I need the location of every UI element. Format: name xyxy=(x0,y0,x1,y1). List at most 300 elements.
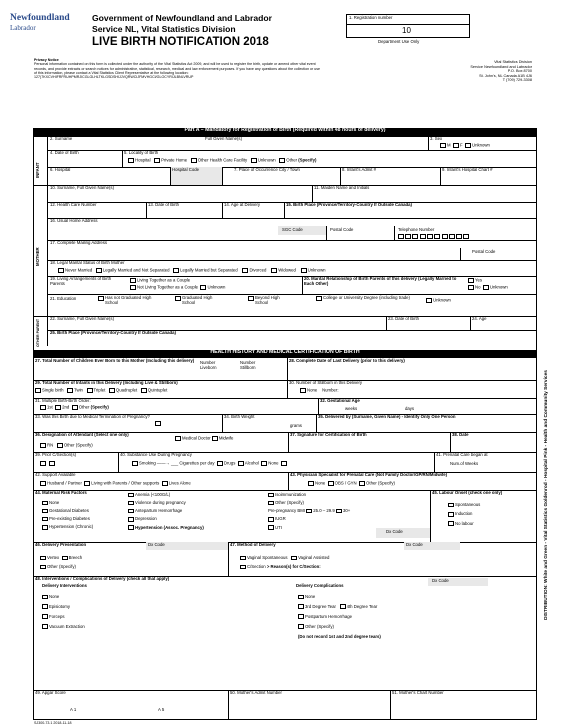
ed-unk-opt xyxy=(426,298,451,303)
vag-spont-checkbox[interactable] xyxy=(240,556,246,561)
delivery-complications-heading: Delivery Complications xyxy=(296,583,344,588)
infants-delivery-options xyxy=(35,388,167,393)
num-weeks-label: Num.of Weeks xyxy=(450,461,479,466)
sex-f-checkbox[interactable] xyxy=(453,143,459,148)
attendant-rn-opt xyxy=(40,443,93,448)
mr-no-checkbox[interactable] xyxy=(468,285,474,290)
mother-dob-label: 13. Date of Birth xyxy=(148,202,180,207)
smoking-checkbox[interactable] xyxy=(132,461,138,466)
rule xyxy=(33,136,537,137)
weeks-label: weeks xyxy=(345,406,358,411)
postpartum-checkbox[interactable] xyxy=(298,614,304,619)
twin-checkbox[interactable] xyxy=(67,388,73,393)
sub-unk-checkbox[interactable] xyxy=(281,461,287,466)
rule xyxy=(460,248,461,260)
f27-number1: Number xyxy=(200,360,216,365)
ms-wid-checkbox[interactable] xyxy=(271,268,277,273)
health-history-bar: HEALTH HISTORY AND MEDICAL CERTIFICATION OF BIRTH xyxy=(33,350,537,358)
antepartum-checkbox[interactable] xyxy=(128,509,134,514)
form-code: SJ300-73.1 2018-11-18 xyxy=(34,721,72,725)
risk-none-checkbox[interactable] xyxy=(42,501,48,506)
place-occurrence-label: 7. Place of Occurrence City / Town xyxy=(234,167,300,172)
anemia-checkbox[interactable] xyxy=(128,493,134,498)
rn-checkbox[interactable] xyxy=(40,443,46,448)
f27-number-stillborn xyxy=(240,361,256,371)
risk-other-checkbox[interactable] xyxy=(268,501,274,506)
loc-other-checkbox[interactable] xyxy=(279,158,285,163)
rule xyxy=(287,380,288,398)
postal-code-label: Postal Code xyxy=(330,227,354,232)
iugr-checkbox[interactable] xyxy=(268,517,274,522)
ms-div-label: Divorced xyxy=(249,267,267,273)
drugs-label: Drugs xyxy=(223,460,236,466)
mr-yes-opt xyxy=(468,278,482,283)
sex-unknown-checkbox[interactable] xyxy=(465,143,471,148)
physician-label: 43. Physician Specialist for Prenatal Care (Not Family Doctor/GP/RN/Midwife) xyxy=(290,472,448,477)
alcohol-checkbox[interactable] xyxy=(238,461,244,466)
sex-m-checkbox[interactable] xyxy=(440,143,446,148)
ed-beyond-opt xyxy=(248,296,289,306)
isoimm-checkbox[interactable] xyxy=(268,493,274,498)
delivery-interventions-heading: Delivery Interventions xyxy=(42,583,87,588)
rule xyxy=(312,185,313,202)
dx-code-46: Dx Code xyxy=(148,542,165,547)
locality-label: 5. Locality of Birth xyxy=(124,150,159,155)
physician-options xyxy=(308,481,395,486)
presentation-label: 46. Delivery Presentation xyxy=(35,542,87,547)
quint-label: Quintuplet xyxy=(147,387,168,393)
rule xyxy=(288,472,289,490)
birth-weight-label: 34. Birth Weight xyxy=(224,414,255,419)
la-unk-checkbox[interactable] xyxy=(200,285,206,290)
spontaneous-checkbox[interactable] xyxy=(448,503,454,508)
la-couple-label: Living Together as a Couple xyxy=(137,277,191,283)
tear4-checkbox[interactable] xyxy=(340,604,346,609)
obs-checkbox[interactable] xyxy=(328,481,334,486)
risk-col3 xyxy=(268,491,350,532)
depression-checkbox[interactable] xyxy=(128,517,134,522)
single-checkbox[interactable] xyxy=(35,388,41,393)
ed-hs-not-label: Has not Graduated High School xyxy=(105,295,152,305)
rule xyxy=(340,167,341,185)
rule xyxy=(386,316,387,330)
ed-hs-checkbox[interactable] xyxy=(175,296,181,301)
comp-none-label: None xyxy=(305,594,316,599)
other-parent-age-label: 24. Age xyxy=(472,316,487,321)
quad-label: Quadruplet xyxy=(115,387,138,393)
uti-checkbox[interactable] xyxy=(268,525,274,530)
att-other-label: Other xyxy=(63,442,75,448)
rule xyxy=(118,452,119,472)
logo-line1: Newfoundland xyxy=(10,13,70,23)
midwife-checkbox[interactable] xyxy=(212,436,218,441)
loc-hcf-label: Other Health Care Facility xyxy=(197,157,248,163)
prior-csection-label: 39. Prior C/Section(s) xyxy=(35,452,77,457)
gest-diab-checkbox[interactable] xyxy=(42,509,48,514)
vacuum-checkbox[interactable] xyxy=(42,624,48,629)
att-other-checkbox[interactable] xyxy=(57,443,63,448)
breech-label: Breech xyxy=(68,555,83,560)
form-frame xyxy=(33,128,537,720)
rule xyxy=(394,226,395,240)
f27-number2: Number xyxy=(240,360,256,365)
ed-beyond-label: Beyond High School xyxy=(255,295,280,305)
home-address-label: 16. Usual Home Address xyxy=(50,218,98,223)
csection-label: C/Section xyxy=(247,564,266,570)
birth-order-label: 31. Multiple Birth-Birth Order: xyxy=(35,398,91,403)
sex-f-label: F xyxy=(459,142,463,148)
risk-other-label: Other xyxy=(275,500,286,506)
la-unk-label: Unknown xyxy=(207,284,226,290)
breech-checkbox[interactable] xyxy=(62,556,68,561)
term-yes-checkbox[interactable] xyxy=(155,421,161,426)
birth-order-options xyxy=(40,405,109,410)
complications-options xyxy=(298,592,381,641)
twin-label: Twin xyxy=(74,387,83,393)
f27-liveborn: Liveborn xyxy=(200,364,217,370)
prenatal-care-label: 41. Prenatal Care began at xyxy=(436,452,488,457)
pre-diab-checkbox[interactable] xyxy=(42,517,48,522)
children-ever-born-label: 27. Total Number of Children Ever Born to this Mother (Including this delivery) xyxy=(35,358,195,363)
vsd-line3: P.O. Box 8700 xyxy=(507,69,532,74)
triplet-label: Triplet xyxy=(93,387,106,393)
rule xyxy=(318,398,319,414)
midwife-label: Midwife xyxy=(218,435,234,441)
mailing-postal-label: Postal Code xyxy=(472,249,496,254)
pres-other-label: Other xyxy=(47,564,58,570)
gest-diab-label: Gestational Diabetes xyxy=(49,508,89,514)
rule xyxy=(228,690,229,720)
gov-line2: Service NL, Vital Statistics Division xyxy=(92,24,236,34)
induction-checkbox[interactable] xyxy=(448,512,454,517)
privacy-heading: Privacy Notice xyxy=(34,58,59,62)
dx-code-47: Dx Code xyxy=(406,542,423,547)
gestational-age-label: 32. Gestational Age xyxy=(320,398,360,403)
stillborn-none-label: None xyxy=(307,387,318,393)
phys-none-label: None xyxy=(315,480,326,486)
ord-other-checkbox[interactable] xyxy=(72,405,78,410)
rule xyxy=(326,226,327,240)
bmi2-label: 30+ xyxy=(342,508,351,514)
ed-hs-opt xyxy=(175,296,222,306)
ms-legal-checkbox[interactable] xyxy=(96,268,102,273)
ms-legal-sep-label: Legally Married but Separated xyxy=(180,267,238,273)
rule xyxy=(288,432,289,452)
registration-label: 1. Registration number xyxy=(349,15,393,20)
rule xyxy=(222,414,223,432)
postpartum-label: Postpartum Hemorrhage xyxy=(305,613,353,619)
la-couple-checkbox[interactable] xyxy=(130,278,136,283)
termination-label: 33. Was this Birth due to Medical Termination of Pregnancy? xyxy=(35,414,150,419)
sex-m-label: M xyxy=(447,142,451,148)
csection-checkbox[interactable] xyxy=(240,565,246,570)
cig-label: Cigarettes per day xyxy=(179,460,215,466)
sex-u-label: Unknown xyxy=(472,142,490,148)
loc-other-label: Other xyxy=(286,157,298,163)
ed-college-opt xyxy=(316,296,413,301)
surname-label: 2. Surname xyxy=(50,136,73,141)
rule xyxy=(146,202,147,218)
induction-label: Induction xyxy=(455,511,473,517)
grams-label: grams xyxy=(290,423,302,428)
other-parent-birthplace-label: 25. Birth Place (Province/Territory-Country If Outside Canada) xyxy=(50,330,176,335)
la-not-checkbox[interactable] xyxy=(130,285,136,290)
ms-never-checkbox[interactable] xyxy=(58,268,64,273)
infant-chart-label: 9. Infant's Hospital Chart # xyxy=(442,167,493,172)
maiden-name-label: 11. Maiden Name and Initials xyxy=(314,185,370,190)
reason-label: > Reason(s) for C/Section: xyxy=(266,564,321,570)
days-label: days xyxy=(405,406,415,411)
triplet-checkbox[interactable] xyxy=(87,388,93,393)
mother-birthplace-label: 15. Birth Place (Province/Territory-Country If Outside Canada) xyxy=(286,202,412,207)
privacy-url: 127(7KXCVHIFRFRUHPMRJICGLGLHLTKLGSDSHIJJVQRWCIJFMVHGCI/GLOCYRIJLBNLVRUP xyxy=(34,75,194,80)
bmi1-label: 25.0 – 29.9 xyxy=(313,508,335,514)
ed-hs-not-opt xyxy=(98,296,161,306)
ord-other-label: Other xyxy=(78,404,90,410)
vag-assist-checkbox[interactable] xyxy=(291,556,297,561)
mother-name-label: 10. Surname, Full Given Name(s) xyxy=(50,185,114,190)
ms-legal-sep-checkbox[interactable] xyxy=(173,268,179,273)
phys-none-checkbox[interactable] xyxy=(308,481,314,486)
vsd-line5: T (709) 729-3308 xyxy=(502,78,532,83)
infant-mother-divider xyxy=(47,136,48,336)
given-names-label: Full Given Name(s) xyxy=(205,136,243,141)
mr-no-label: No xyxy=(475,284,481,290)
hospital-code-label: Hospital Code xyxy=(172,167,199,172)
ed-hs-not-checkbox[interactable] xyxy=(98,296,104,301)
rule xyxy=(33,542,537,543)
hypertension-checkbox[interactable] xyxy=(42,525,48,530)
ed-unk-checkbox[interactable] xyxy=(426,298,432,303)
vertex-label: Vertex xyxy=(47,555,60,560)
rule xyxy=(33,472,537,473)
md-label: Medical Doctor xyxy=(182,435,211,441)
other-parent-dob-label: 23. Date of Birth xyxy=(388,316,420,321)
labour-onset-label: 45. Labour Onset (check one only) xyxy=(432,490,503,495)
loc-unknown-checkbox[interactable] xyxy=(251,158,257,163)
loc-unk-label: Unknown xyxy=(257,157,276,163)
alcohol-label: Alcohol xyxy=(244,460,259,466)
mother-chart-label: 51. Mother's Chart Number xyxy=(392,690,444,695)
sex-label: 3. Sex xyxy=(430,136,443,141)
stillborn-none-checkbox[interactable] xyxy=(300,388,306,393)
comp-other-checkbox[interactable] xyxy=(298,624,304,629)
mr-yes-label: Yes xyxy=(475,277,483,283)
loc-home-label: Private Home xyxy=(161,157,188,163)
rule xyxy=(122,150,123,167)
husband-label: Husband / Partner xyxy=(47,480,82,486)
mr-unk-checkbox[interactable] xyxy=(483,285,489,290)
risk-none-label: None xyxy=(49,500,60,505)
ms-unk-label: Unknown xyxy=(307,267,326,273)
ord2-checkbox[interactable] xyxy=(55,405,61,410)
date-label: 38. Date xyxy=(452,432,469,437)
isoimm-label: Isoimmunization xyxy=(275,492,307,497)
ms-wid-label: Widowed xyxy=(278,267,296,273)
privacy-notice xyxy=(34,58,324,80)
ms-unk-checkbox[interactable] xyxy=(301,268,307,273)
living-parents-checkbox[interactable] xyxy=(84,481,90,486)
rule xyxy=(284,202,285,218)
interventions-label: 48. Interventions / Complications of Delivery (check all that apply) xyxy=(35,576,170,581)
sgc-code-label: SGC Code xyxy=(282,227,303,232)
iugr-label: IUGR xyxy=(275,516,286,522)
risk-factors-label: 44. Maternal Risk Factors xyxy=(35,490,87,495)
form-title: LIVE BIRTH NOTIFICATION 2018 xyxy=(92,36,269,48)
vertex-checkbox[interactable] xyxy=(40,556,46,561)
vsd-line1: Vital Statistics Division xyxy=(494,60,532,64)
rule xyxy=(440,167,441,185)
other-parent-label: OTHER PARENT xyxy=(36,318,40,347)
department-use-only: Department Use Only xyxy=(378,39,420,44)
ed-college-checkbox[interactable] xyxy=(316,296,322,301)
lives-alone-checkbox[interactable] xyxy=(162,481,168,486)
ed-unk-label: Unknown xyxy=(433,297,451,303)
bmi2-checkbox[interactable] xyxy=(336,509,342,514)
mr-yes-checkbox[interactable] xyxy=(468,278,474,283)
pcs-no-checkbox[interactable] xyxy=(49,461,55,466)
la-couple-opt xyxy=(130,278,190,283)
sex-options xyxy=(440,143,490,148)
episiotomy-checkbox[interactable] xyxy=(42,604,48,609)
quint-checkbox[interactable] xyxy=(141,388,147,393)
attendant-md-opt xyxy=(175,436,233,441)
method-options xyxy=(240,553,329,571)
anemia-label: Anemia (<100G/L) xyxy=(135,492,171,497)
int-none-checkbox[interactable] xyxy=(42,595,48,600)
smoking-label: Smoking xyxy=(139,460,156,466)
forceps-checkbox[interactable] xyxy=(42,614,48,619)
prior-csection-options xyxy=(40,461,56,466)
signature-label: 37. Signature for Certification of Birth xyxy=(290,432,367,437)
loc-home-checkbox[interactable] xyxy=(154,158,160,163)
tear3-label: 3rd Degree Tear xyxy=(305,603,336,609)
husband-checkbox[interactable] xyxy=(40,481,46,486)
other-parent-name-label: 22. Surname, Full Given Name(s) xyxy=(50,316,114,321)
part-a-bar: Part A – Mandatory for Registration of Birth (Required within 48 hours of delivery) xyxy=(33,128,537,136)
ms-div-checkbox[interactable] xyxy=(242,268,248,273)
hospital-label: 6. Hospital xyxy=(50,167,71,172)
hyper-assoc-checkbox[interactable] xyxy=(128,525,134,530)
infant-label: INFANT xyxy=(35,162,40,178)
bmi-label: Pre-pregnancy BMI xyxy=(268,508,306,514)
dx-code-44: Dx Code xyxy=(386,529,403,534)
rule xyxy=(47,150,537,151)
violence-checkbox[interactable] xyxy=(128,501,134,506)
termination-options xyxy=(155,421,162,426)
md-checkbox[interactable] xyxy=(175,436,181,441)
other-parent-divider xyxy=(47,316,48,346)
pres-other-checkbox[interactable] xyxy=(40,565,46,570)
age-delivery-label: 14. Age at Delivery xyxy=(224,202,261,207)
antepartum-label: Antepartum Hemorrhage xyxy=(135,508,183,514)
substance-options: Smoking ——→ ___ Cigarettes per day Drugs Alcohol None xyxy=(132,461,288,466)
education-label: 21. Education xyxy=(50,296,77,301)
vag-assist-label: Vaginal Assisted xyxy=(298,555,330,560)
telephone-boxes[interactable] xyxy=(398,234,470,239)
vsd-line4: St. John's, NL Canada A1B 4J6 xyxy=(479,73,532,78)
drugs-checkbox[interactable] xyxy=(217,461,223,466)
ed-beyond-checkbox[interactable] xyxy=(248,296,254,301)
rule xyxy=(222,167,223,185)
hypertension-label: Hypertension (Chronic) xyxy=(49,524,94,530)
ed-college-label: College or University Degree (including trade) xyxy=(323,295,410,300)
phys-other-label: Other xyxy=(366,480,377,486)
phys-other-checkbox[interactable] xyxy=(359,481,365,486)
quad-checkbox[interactable] xyxy=(109,388,115,393)
labour-options xyxy=(448,500,480,528)
lives-alone-label: Lives Alone xyxy=(168,480,191,486)
stillborn-label: 30. Number of Stillborn in this Delivery xyxy=(289,380,363,385)
health-care-number-label: 12. Health Care Number xyxy=(50,202,97,207)
dx-code-48: Dx Code xyxy=(432,578,449,583)
loc-hospital-checkbox[interactable] xyxy=(128,158,134,163)
f27-stillborn: Stillborn xyxy=(240,364,256,370)
distribution-sidebar: DISTRIBUTION: White and Green - Vital Statistics Goldenrod - Hospital Pink - Health and Community Services xyxy=(544,370,549,620)
marital-status-label: 18. Legal Marital Status of Birth Mother xyxy=(50,260,125,265)
phys-specify: (Specify) xyxy=(377,480,395,486)
rule xyxy=(430,490,431,542)
sub-none-checkbox[interactable] xyxy=(261,461,267,466)
apgar-a5: A 5 xyxy=(158,707,165,712)
comp-specify: (Specify) xyxy=(316,623,334,629)
registration-value: 10 xyxy=(402,26,411,35)
attendant-label: 36. Designation of Attendant (Select one only) xyxy=(35,432,129,437)
bmi1-checkbox[interactable] xyxy=(306,509,312,514)
int-none-label: None xyxy=(49,594,60,599)
method-label: 47. Method of Delivery xyxy=(230,542,276,547)
support-options xyxy=(40,481,191,486)
apgar-a1: A 1 xyxy=(70,707,77,712)
mr-no-opt xyxy=(468,285,508,290)
pcs-yes-checkbox[interactable] xyxy=(40,461,46,466)
hyper-assoc-label: Hypertension (Assoc. Pregnancy) xyxy=(135,524,204,530)
comp-none-checkbox[interactable] xyxy=(298,595,304,600)
last-delivery-label: 28. Complete Date of Last Delivery (prior to this delivery) xyxy=(289,358,405,363)
ord1-checkbox[interactable] xyxy=(40,405,46,410)
obs-label: OBS / GYN xyxy=(334,480,357,486)
ord2-label: 2nd xyxy=(62,404,70,410)
ord-specify: (Specify) xyxy=(90,404,109,410)
vital-stats-address xyxy=(420,60,532,83)
rule xyxy=(470,316,471,330)
uti-label: UTI xyxy=(275,524,282,530)
shade xyxy=(376,528,430,538)
telephone-label: Telephone Number xyxy=(398,227,435,232)
rule xyxy=(316,414,317,432)
living-parents-label: Living with Parents / Other supports xyxy=(91,480,160,486)
rule xyxy=(47,240,537,241)
no-labour-checkbox[interactable] xyxy=(448,521,454,526)
vag-spont-label: Vaginal Spontaneous xyxy=(247,555,288,560)
mother-admit-label: 50. Mother's Admit Number xyxy=(230,690,282,695)
rule xyxy=(428,136,429,150)
registration-number-box xyxy=(346,14,470,38)
risk-specify: (Specify) xyxy=(286,500,304,506)
loc-hcf-checkbox[interactable] xyxy=(191,158,197,163)
comp-other-label: Other xyxy=(305,623,316,629)
loc-hosp-label: Hospital xyxy=(135,157,151,163)
gov-line1: Government of Newfoundland and Labrador xyxy=(92,13,272,23)
tear4-label: 4th Degree Tear xyxy=(346,603,378,609)
tear3-checkbox[interactable] xyxy=(298,604,304,609)
rn-label: RN xyxy=(47,442,54,448)
locality-options xyxy=(128,158,316,163)
substance-label: 40. Substance Use During Pregnancy xyxy=(120,452,192,457)
stillborn-options xyxy=(300,388,339,393)
infant-admit-label: 8. Infant's Admit # xyxy=(342,167,377,172)
la-not-label: Not Living Together as a Couple xyxy=(137,284,199,290)
